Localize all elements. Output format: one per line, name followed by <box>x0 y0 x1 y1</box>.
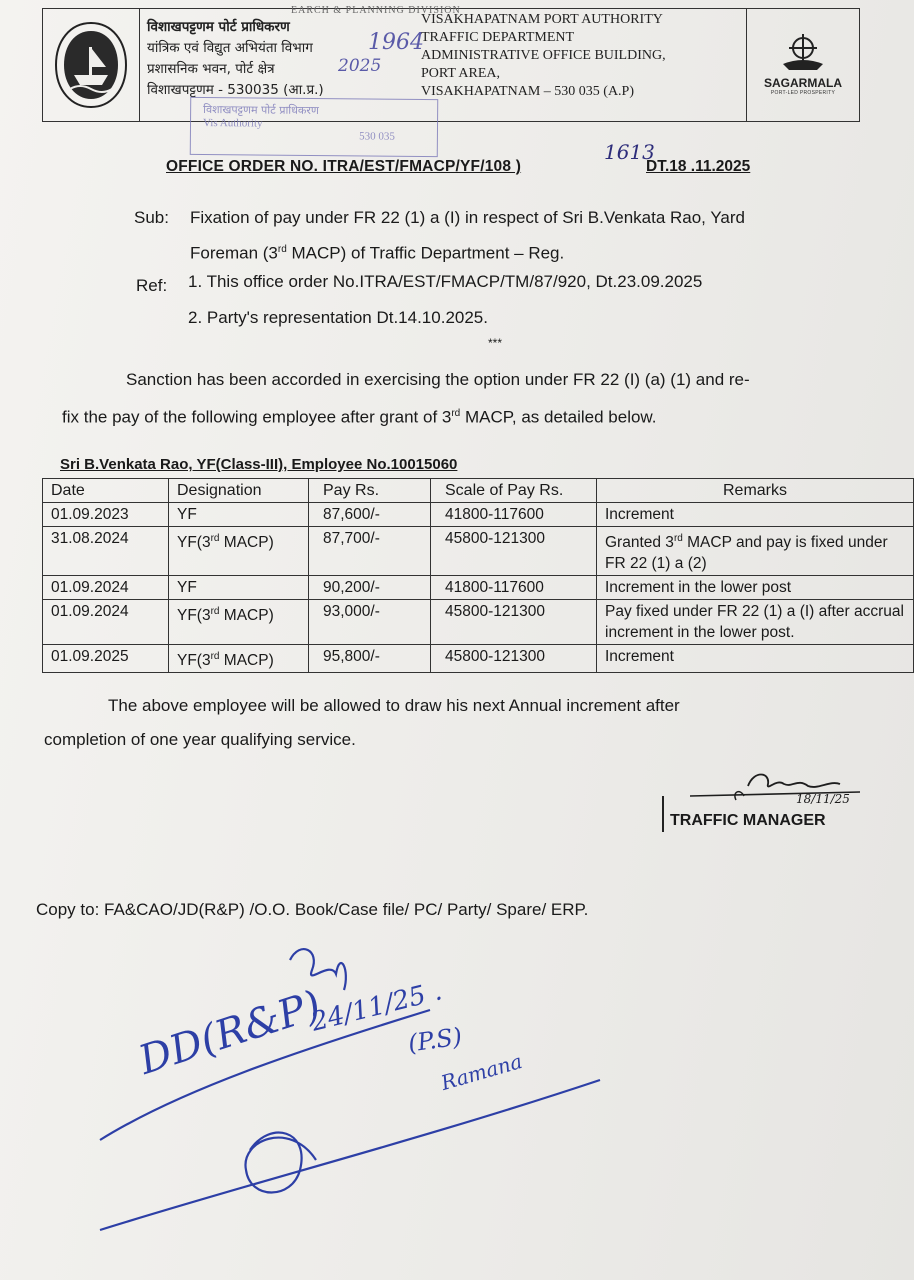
cell-date: 01.09.2023 <box>43 503 169 527</box>
designation-text: MACP) <box>219 607 274 625</box>
stamp-line: 530 035 <box>359 130 395 143</box>
increment-note-line-2: completion of one year qualifying service. <box>44 730 356 749</box>
table-row <box>43 503 914 527</box>
reference-label: Ref: <box>136 276 168 295</box>
table-row <box>43 600 914 645</box>
cell-scale: 41800-117600 <box>431 576 597 600</box>
copy-to: Copy to: FA&CAO/JD(R&P) /O.O. Book/Case file/ PC/ Party/ Spare/ ERP. <box>36 900 589 919</box>
english-address <box>421 11 751 101</box>
designation-text: YF(3 <box>177 652 211 670</box>
english-line: VISAKHAPATNAM – 530 035 (A.P) <box>421 84 635 99</box>
letterhead <box>42 5 860 122</box>
designation-text: MACP) <box>219 652 274 670</box>
hw-dd-rp: DD(R&P) <box>133 982 327 1084</box>
cell-scale: 45800-121300 <box>431 527 597 576</box>
cell-pay: 87,600/- <box>309 503 431 527</box>
remarks-text: Granted 3 <box>605 534 674 552</box>
sanction-line-2 <box>62 398 657 434</box>
inward-stamp-number: 1964 <box>368 30 424 55</box>
superscript: rd <box>210 651 220 663</box>
inward-stamp-year: 2025 <box>338 56 382 76</box>
cell-pay: 90,200/- <box>309 576 431 600</box>
cell-remarks: Increment <box>597 503 914 527</box>
hw-ps: (P.S) <box>406 1022 464 1058</box>
subject-line-1: Fixation of pay under FR 22 (1) a (I) in respect of Sri B.Venkata Rao, Yard <box>190 208 745 227</box>
cell-pay: 95,800/- <box>309 645 431 673</box>
subject-line-2 <box>190 234 564 270</box>
sanction-text: fix the pay of the following employee after grant of 3 <box>62 407 452 427</box>
cell-designation <box>169 576 309 600</box>
subject-label: Sub: <box>134 208 169 227</box>
signatory-title: TRAFFIC MANAGER <box>670 812 826 829</box>
stamp-line: विशाखपट्टणम पोर्ट प्राधिकरण <box>203 103 319 118</box>
hw-name: Ramana <box>438 1049 525 1095</box>
table-row <box>43 576 914 600</box>
designation-text: YF(3 <box>177 607 211 625</box>
remarks-text: MACP and pay is fixed under FR 22 (1) a (2) <box>605 534 888 573</box>
cell-date: 31.08.2024 <box>43 527 169 576</box>
signature-mark <box>680 766 880 816</box>
designation-text: MACP) <box>219 534 274 552</box>
sanction-text: MACP, as detailed below. <box>460 407 657 427</box>
cell-scale: 45800-121300 <box>431 600 597 645</box>
hw-date: 24/11/25 . <box>308 976 445 1038</box>
employee-line: Sri B.Venkata Rao, YF(Class-III), Employee No.10015060 <box>60 456 458 473</box>
sagarmala-text: SAGARMALA <box>764 76 842 90</box>
superscript: rd <box>451 408 461 419</box>
cell-remarks: Increment in the lower post <box>597 576 914 600</box>
superscript: rd <box>210 606 220 618</box>
reference-item-1: 1. This office order No.ITRA/EST/FMACP/TM/87/920, Dt.23.09.2025 <box>188 272 703 291</box>
cell-date: 01.09.2024 <box>43 576 169 600</box>
handwritten-annotations <box>0 930 914 1270</box>
hindi-line: यांत्रिक एवं विद्युत अभियंता विभाग <box>147 40 313 56</box>
table-row <box>43 645 914 673</box>
table-header: Scale of Pay Rs. <box>431 479 597 503</box>
cell-designation <box>169 645 309 673</box>
reference-item-2: 2. Party's representation Dt.14.10.2025. <box>188 308 488 327</box>
table-header: Date <box>43 479 169 503</box>
signature-date: 18/11/25 <box>796 792 850 806</box>
cell-scale: 45800-121300 <box>431 645 597 673</box>
sagarmala-logo <box>746 9 859 121</box>
sagarmala-tagline: PORT-LED PROSPERITY <box>770 90 836 96</box>
cell-remarks: Pay fixed under FR 22 (1) a (I) after accrual increment in the lower post. <box>597 600 914 645</box>
cell-remarks <box>597 527 914 576</box>
english-line: VISAKHAPATNAM PORT AUTHORITY <box>421 12 663 27</box>
order-date: DT.18 .11.2025 <box>646 158 751 175</box>
handwritten-order-number: 1613 <box>604 140 655 164</box>
ship-wheel-icon <box>777 34 829 74</box>
table-header: Pay Rs. <box>309 479 431 503</box>
port-authority-emblem <box>43 9 140 121</box>
subject-text: MACP) of Traffic Department – Reg. <box>286 243 565 263</box>
signature-bar <box>662 796 664 832</box>
pay-fixation-table <box>42 478 914 673</box>
subject-text: Foreman (3 <box>190 243 278 263</box>
hindi-line: विशाखपट्टणम - 530035 (आ.प्र.) <box>147 82 324 98</box>
cell-date: 01.09.2024 <box>43 600 169 645</box>
stamp-line: Vis Authority <box>202 117 263 130</box>
designation-text: YF <box>177 506 197 523</box>
superscript: rd <box>210 533 220 544</box>
superscript: rd <box>277 244 287 255</box>
hindi-line: विशाखपट्टणम पोर्ट प्राधिकरण <box>147 19 290 35</box>
department-stamp <box>190 97 438 157</box>
cell-designation <box>169 527 309 576</box>
separator: *** <box>488 336 503 350</box>
english-line: PORT AREA, <box>421 66 501 81</box>
cell-pay: 93,000/- <box>309 600 431 645</box>
designation-text: YF <box>177 579 197 597</box>
cell-designation <box>169 503 309 527</box>
table-header: Designation <box>169 479 309 503</box>
table-header-row <box>43 479 914 503</box>
cell-date: 01.09.2025 <box>43 645 169 673</box>
table-header: Remarks <box>597 479 914 503</box>
cell-remarks: Increment <box>597 645 914 673</box>
english-line: ADMINISTRATIVE OFFICE BUILDING, <box>421 48 666 63</box>
cell-pay: 87,700/- <box>309 527 431 576</box>
superscript: rd <box>673 533 683 544</box>
order-title: OFFICE ORDER NO. ITRA/EST/FMACP/YF/108 ) <box>166 158 522 175</box>
hindi-line: प्रशासनिक भवन, पोर्ट क्षेत्र <box>147 61 275 77</box>
table-row <box>43 527 914 576</box>
cell-designation <box>169 600 309 645</box>
cell-scale: 41800-117600 <box>431 503 597 527</box>
emblem-icon <box>52 19 130 111</box>
sanction-line-1: Sanction has been accorded in exercising the option under FR 22 (I) (a) (1) and re- <box>126 370 750 389</box>
increment-note-line-1: The above employee will be allowed to draw his next Annual increment after <box>108 696 680 715</box>
english-line: TRAFFIC DEPARTMENT <box>421 30 575 45</box>
designation-text: YF(3 <box>177 534 211 552</box>
division-strip: EARCH & PLANNING DIVISION <box>291 5 461 16</box>
